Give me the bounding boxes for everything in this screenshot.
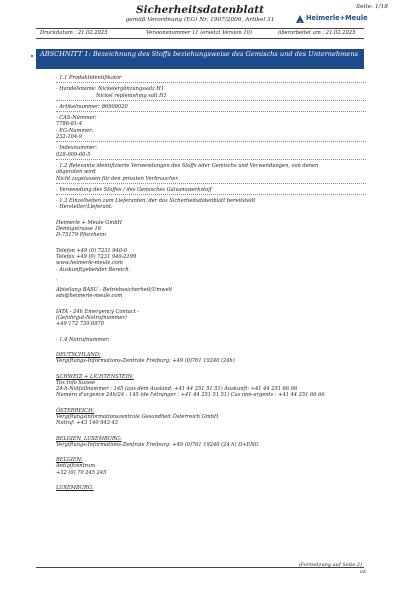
document-title: Sicherheitsdatenblatt — [135, 4, 265, 16]
content-line: +32 (0) 70 245 245 — [56, 469, 107, 476]
content-line: (Gefahrgut-Notrufnummer) — [56, 315, 127, 322]
content-line: sds@heimerle-meule.com — [56, 293, 123, 300]
content-line: Abteilung BASU - Betriebssicherheit/Umwelt — [56, 287, 173, 294]
content-line: · CAS-Nummer: — [56, 115, 97, 122]
company-logo — [296, 14, 368, 26]
regulation-subtitle: gemäß Verordnung (EG) Nr. 1907/2006, Artikel 31 — [125, 17, 275, 23]
content-line: · 1.4 Notrufnummer: — [56, 336, 110, 343]
header-rule-bottom — [36, 38, 364, 39]
print-date: Druckdatum : 21.02.2025 — [40, 30, 108, 36]
country-heading: ÖSTERREICH: — [56, 407, 95, 414]
content-line: 7786-81-4 — [56, 121, 83, 128]
content-line: 028-009-00-5 — [56, 151, 91, 158]
content-line: Vergiftungs-Informations-Zentrale Freiburg: +49 (0)761 19240 (24h) — [56, 358, 235, 365]
content-line: Telefax +49 (0) 7231 940-2199 — [56, 253, 137, 260]
section-content — [56, 75, 366, 491]
content-line: · Hersteller/Lieferant: — [56, 204, 113, 211]
content-line: 232-104-9 — [56, 134, 83, 141]
content-line: www.heimerle-meule.com — [56, 260, 123, 267]
content-line: D-75179 Pforzheim — [56, 232, 106, 239]
continuation-note: (Fortsetzung auf Seite 2) — [298, 562, 362, 568]
content-line: · — [56, 276, 58, 283]
content-line: · Indexnummer: — [56, 145, 98, 152]
content-line: · Auskunftgebender Bereich: — [56, 266, 131, 273]
content-line: Nickel replenishing salt H1 — [96, 92, 167, 99]
content-line: Heimerle + Meule GmbH — [56, 219, 122, 226]
content-line: · 1.2 Relevante identifizierte Verwendungen des Stoffs oder Gemischs und Verwendungen, von denen — [56, 162, 319, 169]
content-line: Vergiftungs-Informations-Zentrale Freiburg: +49 (0)761 19240 (24 h) D+ENG — [56, 441, 259, 448]
content-line: +49 172 739 6970 — [56, 321, 105, 328]
header-rule-top — [36, 28, 364, 29]
footer-rule — [36, 567, 364, 568]
content-line: · Handelsname: Nickelergänzungssalz H1 — [56, 86, 165, 93]
content-line: · EG-Nummer: — [56, 127, 94, 134]
content-line: Telefon +49 (0) 7231 940-0 — [56, 247, 127, 254]
footer-code: DE — [359, 569, 366, 574]
section-heading: ABSCHNITT 1: Bezeichnung des Stoffs beziehungsweise des Gemischs und des Unternehmens — [36, 49, 364, 69]
content-line: 24-h-Notfallnummer : 145 (aus dem Ausland: +41 44 251 51 51) Auskunft: +41 44 251 66 66 — [56, 386, 298, 393]
logo-text: Heimerle+Meule — [306, 14, 368, 22]
page-number: Seite: 1/18 — [356, 4, 388, 10]
content-line: · 1.3 Einzelheiten zum Lieferanten, der das Sicherheitsdatenblatt bereitstellt — [56, 198, 256, 205]
version-number: Versionsnummer 11 (ersetzt Version 10) — [146, 30, 252, 36]
country-heading: LUXEMBURG: — [56, 485, 94, 492]
country-heading: BELGIEN, LUXEMBURG: — [56, 435, 122, 442]
content-line: Tox Info Suisse — [56, 379, 96, 386]
content-line: · Artikelnummer: 86900020 — [56, 103, 128, 110]
country-heading: DEUTSCHLAND: — [56, 351, 101, 358]
section-bullet — [31, 55, 33, 57]
revision-date: überarbeitet am : 21.02.2025 — [278, 30, 356, 36]
country-heading: SCHWEIZ + LICHTENSTEIN: — [56, 373, 134, 380]
content-line: Vergiftungsinformationszentrale Gesundheit Österreich GmbH — [56, 413, 219, 420]
content-line: Numéro d'urgence 24h/24 : 145 (de l'étranger : +41 44 251 51 51) Cas non-urgents : +41 44 251 66 66 — [56, 392, 325, 399]
country-heading: BELGIEN: — [56, 457, 83, 464]
content-line: · 1.1 Produktidentifikator — [56, 75, 122, 81]
logo-mark-icon — [296, 15, 304, 23]
content-line: IATA - 24h Emergency Contact - — [56, 308, 140, 315]
content-line: · Verwendung des Stoffes / des Gemisches Galvanowerkstoff — [56, 186, 212, 193]
content-line: Nicht zugelassen für den privaten Verbraucher. — [56, 175, 179, 182]
content-line: Notruf: +43 140 643 43 — [56, 420, 119, 427]
content-line: Dennigstrasse 16 — [56, 226, 102, 233]
content-line: Antigifcentrum — [56, 463, 96, 470]
content-line: abgeraten wird — [56, 169, 96, 176]
